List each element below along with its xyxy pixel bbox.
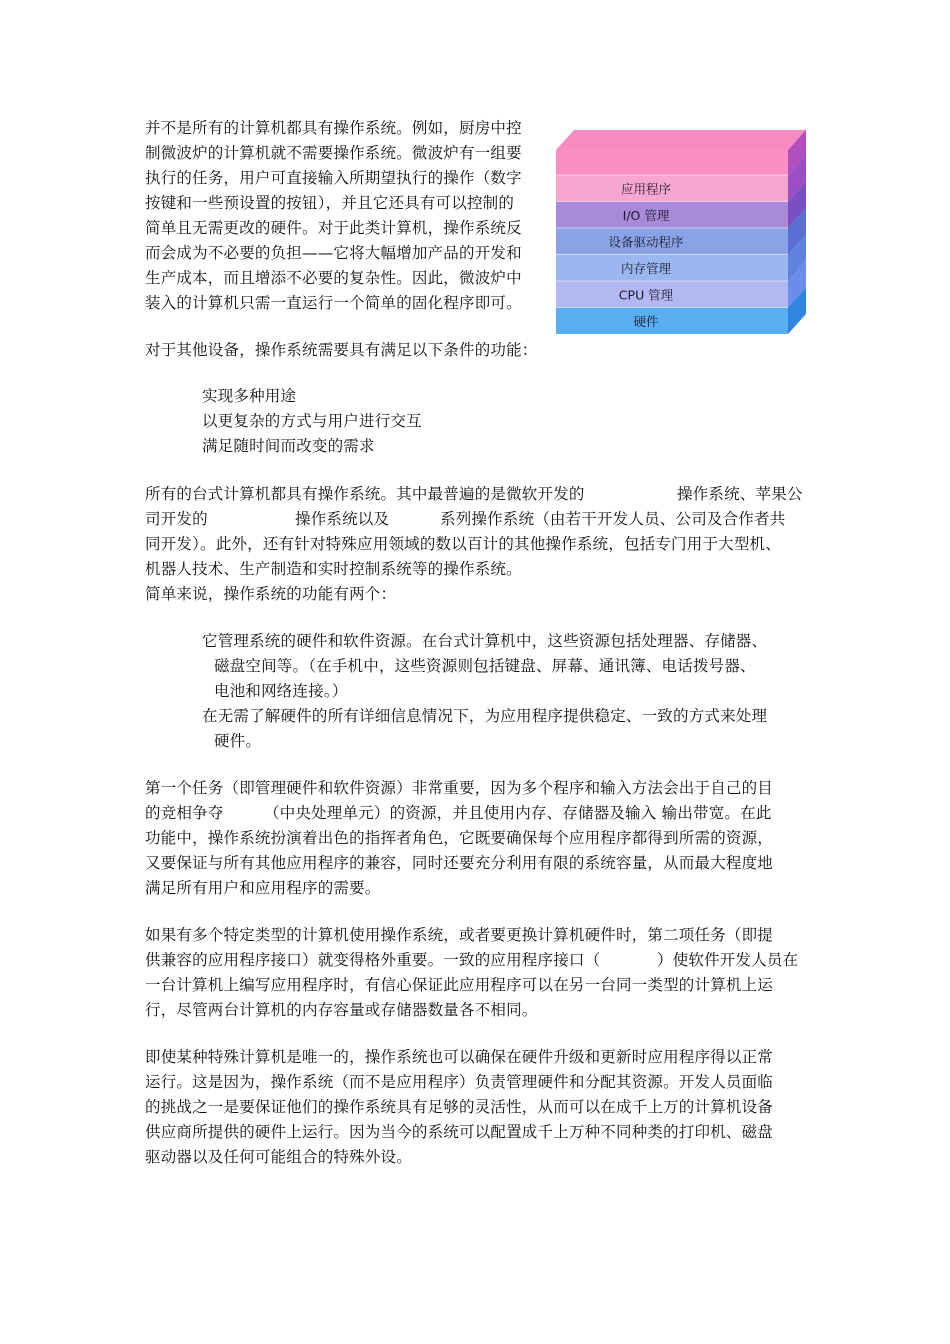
os-layers-figure <box>554 128 808 334</box>
intro-line-4: 按键和一些预设置的按钮），并且它还具有可以控制的 <box>145 194 515 212</box>
stack-top-face <box>556 130 806 150</box>
desktop-line-1b: 操作系统、苹果公 <box>677 485 803 503</box>
function-2-line-1: 在无需了解硬件的所有详细信息情况下，为应用程序提供稳定、一致的方式来处理 <box>202 707 768 725</box>
intro-line-3: 执行的任务，用户可直接输入所期望执行的操作（数字 <box>145 169 522 187</box>
layer-block <box>556 175 788 202</box>
intro-line-8: 装入的计算机只需一直运行一个简单的固化程序即可。 <box>145 294 522 312</box>
special-line-1: 即使某种特殊计算机是唯一的，操作系统也可以确保在硬件升级和更新时应用程序得以正常 <box>145 1048 774 1066</box>
task1-line-3: 功能中，操作系统扮演着出色的指挥者角色，它既要确保每个应用程序都得到所需的资源， <box>145 829 774 847</box>
special-line-2: 运行。这是因为，操作系统（而不是应用程序）负责管理硬件和分配其资源。开发人员面临 <box>145 1073 774 1091</box>
intro-line-6: 而会成为不必要的负担——它将大幅增加产品的开发和 <box>145 244 522 262</box>
summary-text: 简单来说，操作系统的功能有两个： <box>145 585 397 603</box>
task2-line-4: 行，尽管两台计算机的内存容量或存储器数量各不相同。 <box>145 1001 538 1019</box>
task1-line-5: 满足所有用户和应用程序的需要。 <box>145 879 381 897</box>
task1-line-1: 第一个任务（即管理硬件和软件资源）非常重要，因为多个程序和输入方法会出于自己的目 <box>145 779 774 797</box>
desktop-line-3: 同开发）。此外，还有针对特殊应用领域的数以百计的其他操作系统，包括专门用于大型机、 <box>145 535 781 553</box>
task2-line-2a: 供兼容的应用程序接口）就变得格外重要。一致的应用程序接口（ <box>145 951 601 969</box>
intro-line-7: 生产成本，而且增添不必要的复杂性。因此，微波炉中 <box>145 269 522 287</box>
desktop-line-2c: 系列操作系统（由若干开发人员、公司及合作者共 <box>440 510 786 528</box>
layer-block <box>556 202 788 229</box>
function-2-line-2: 硬件。 <box>214 732 262 750</box>
layer-label: 设备驱动程序 <box>608 234 684 250</box>
function-1-line-2: 磁盘空间等。（在手机中，这些资源则包括键盘、屏幕、通讯簿、电话拨号器、 <box>214 657 756 675</box>
layers-group <box>556 155 806 334</box>
condition-item-1: 实现多种用途 <box>202 387 297 405</box>
stack-top-block <box>556 150 788 175</box>
layer-label: 应用程序 <box>620 181 672 197</box>
intro-line-1: 并不是所有的计算机都具有操作系统。例如，厨房中控 <box>145 119 522 137</box>
layer-block <box>556 255 788 282</box>
special-line-3: 的挑战之一是要保证他们的操作系统具有足够的灵活性，从而可以在成千上万的计算机设备 <box>145 1098 774 1116</box>
intro-line-5: 简单且无需更改的硬件。对于此类计算机，操作系统反 <box>145 219 522 237</box>
task2-line-2b: ）使软件开发人员在 <box>657 951 799 969</box>
special-line-5: 驱动器以及任何可能组合的特殊外设。 <box>145 1148 412 1166</box>
condition-item-2: 以更复杂的方式与用户进行交互 <box>202 412 422 430</box>
desktop-line-2b: 操作系统以及 <box>295 510 390 528</box>
desktop-line-2a: 司开发的 <box>145 510 208 528</box>
layer-block <box>556 308 788 335</box>
task2-line-1: 如果有多个特定类型的计算机使用操作系统，或者要更换计算机硬件时，第二项任务（即提 <box>145 926 774 944</box>
condition-item-3: 满足随时间而改变的需求 <box>202 437 375 455</box>
task1-line-2b: （中央处理单元）的资源，并且使用内存、存储器及输入 输出带宽。在此 <box>264 804 772 822</box>
desktop-line-1a: 所有的台式计算机都具有操作系统。其中最普遍的是微软开发的 <box>145 485 585 503</box>
os-layers-diagram <box>554 128 808 334</box>
task1-line-2a: 的竞相争夺 <box>145 804 224 822</box>
special-line-4: 供应商所提供的硬件上运行。因为当今的系统可以配置成千上万种不同种类的打印机、磁盘 <box>145 1123 774 1141</box>
task1-line-4: 又要保证与所有其他应用程序的兼容，同时还要充分利用有限的系统容量，从而最大程度地 <box>145 854 774 872</box>
layer-label: CPU 管理 <box>618 287 674 303</box>
desktop-line-4: 机器人技术、生产制造和实时控制系统等的操作系统。 <box>145 560 522 578</box>
layer-label: 内存管理 <box>620 260 672 276</box>
layer-label: I/O 管理 <box>622 207 670 223</box>
layer-label: 硬件 <box>633 313 659 329</box>
task2-line-3: 一台计算机上编写应用程序时，有信心保证此应用程序可以在另一台同一类型的计算机上运 <box>145 976 774 994</box>
function-1-line-1: 它管理系统的硬件和软件资源。在台式计算机中，这些资源包括处理器、存储器、 <box>202 632 768 650</box>
function-1-line-3: 电池和网络连接。） <box>214 682 348 700</box>
other-devices-text: 对于其他设备，操作系统需要具有满足以下条件的功能： <box>145 341 538 359</box>
intro-line-2: 制微波炉的计算机就不需要操作系统。微波炉有一组要 <box>145 144 522 162</box>
